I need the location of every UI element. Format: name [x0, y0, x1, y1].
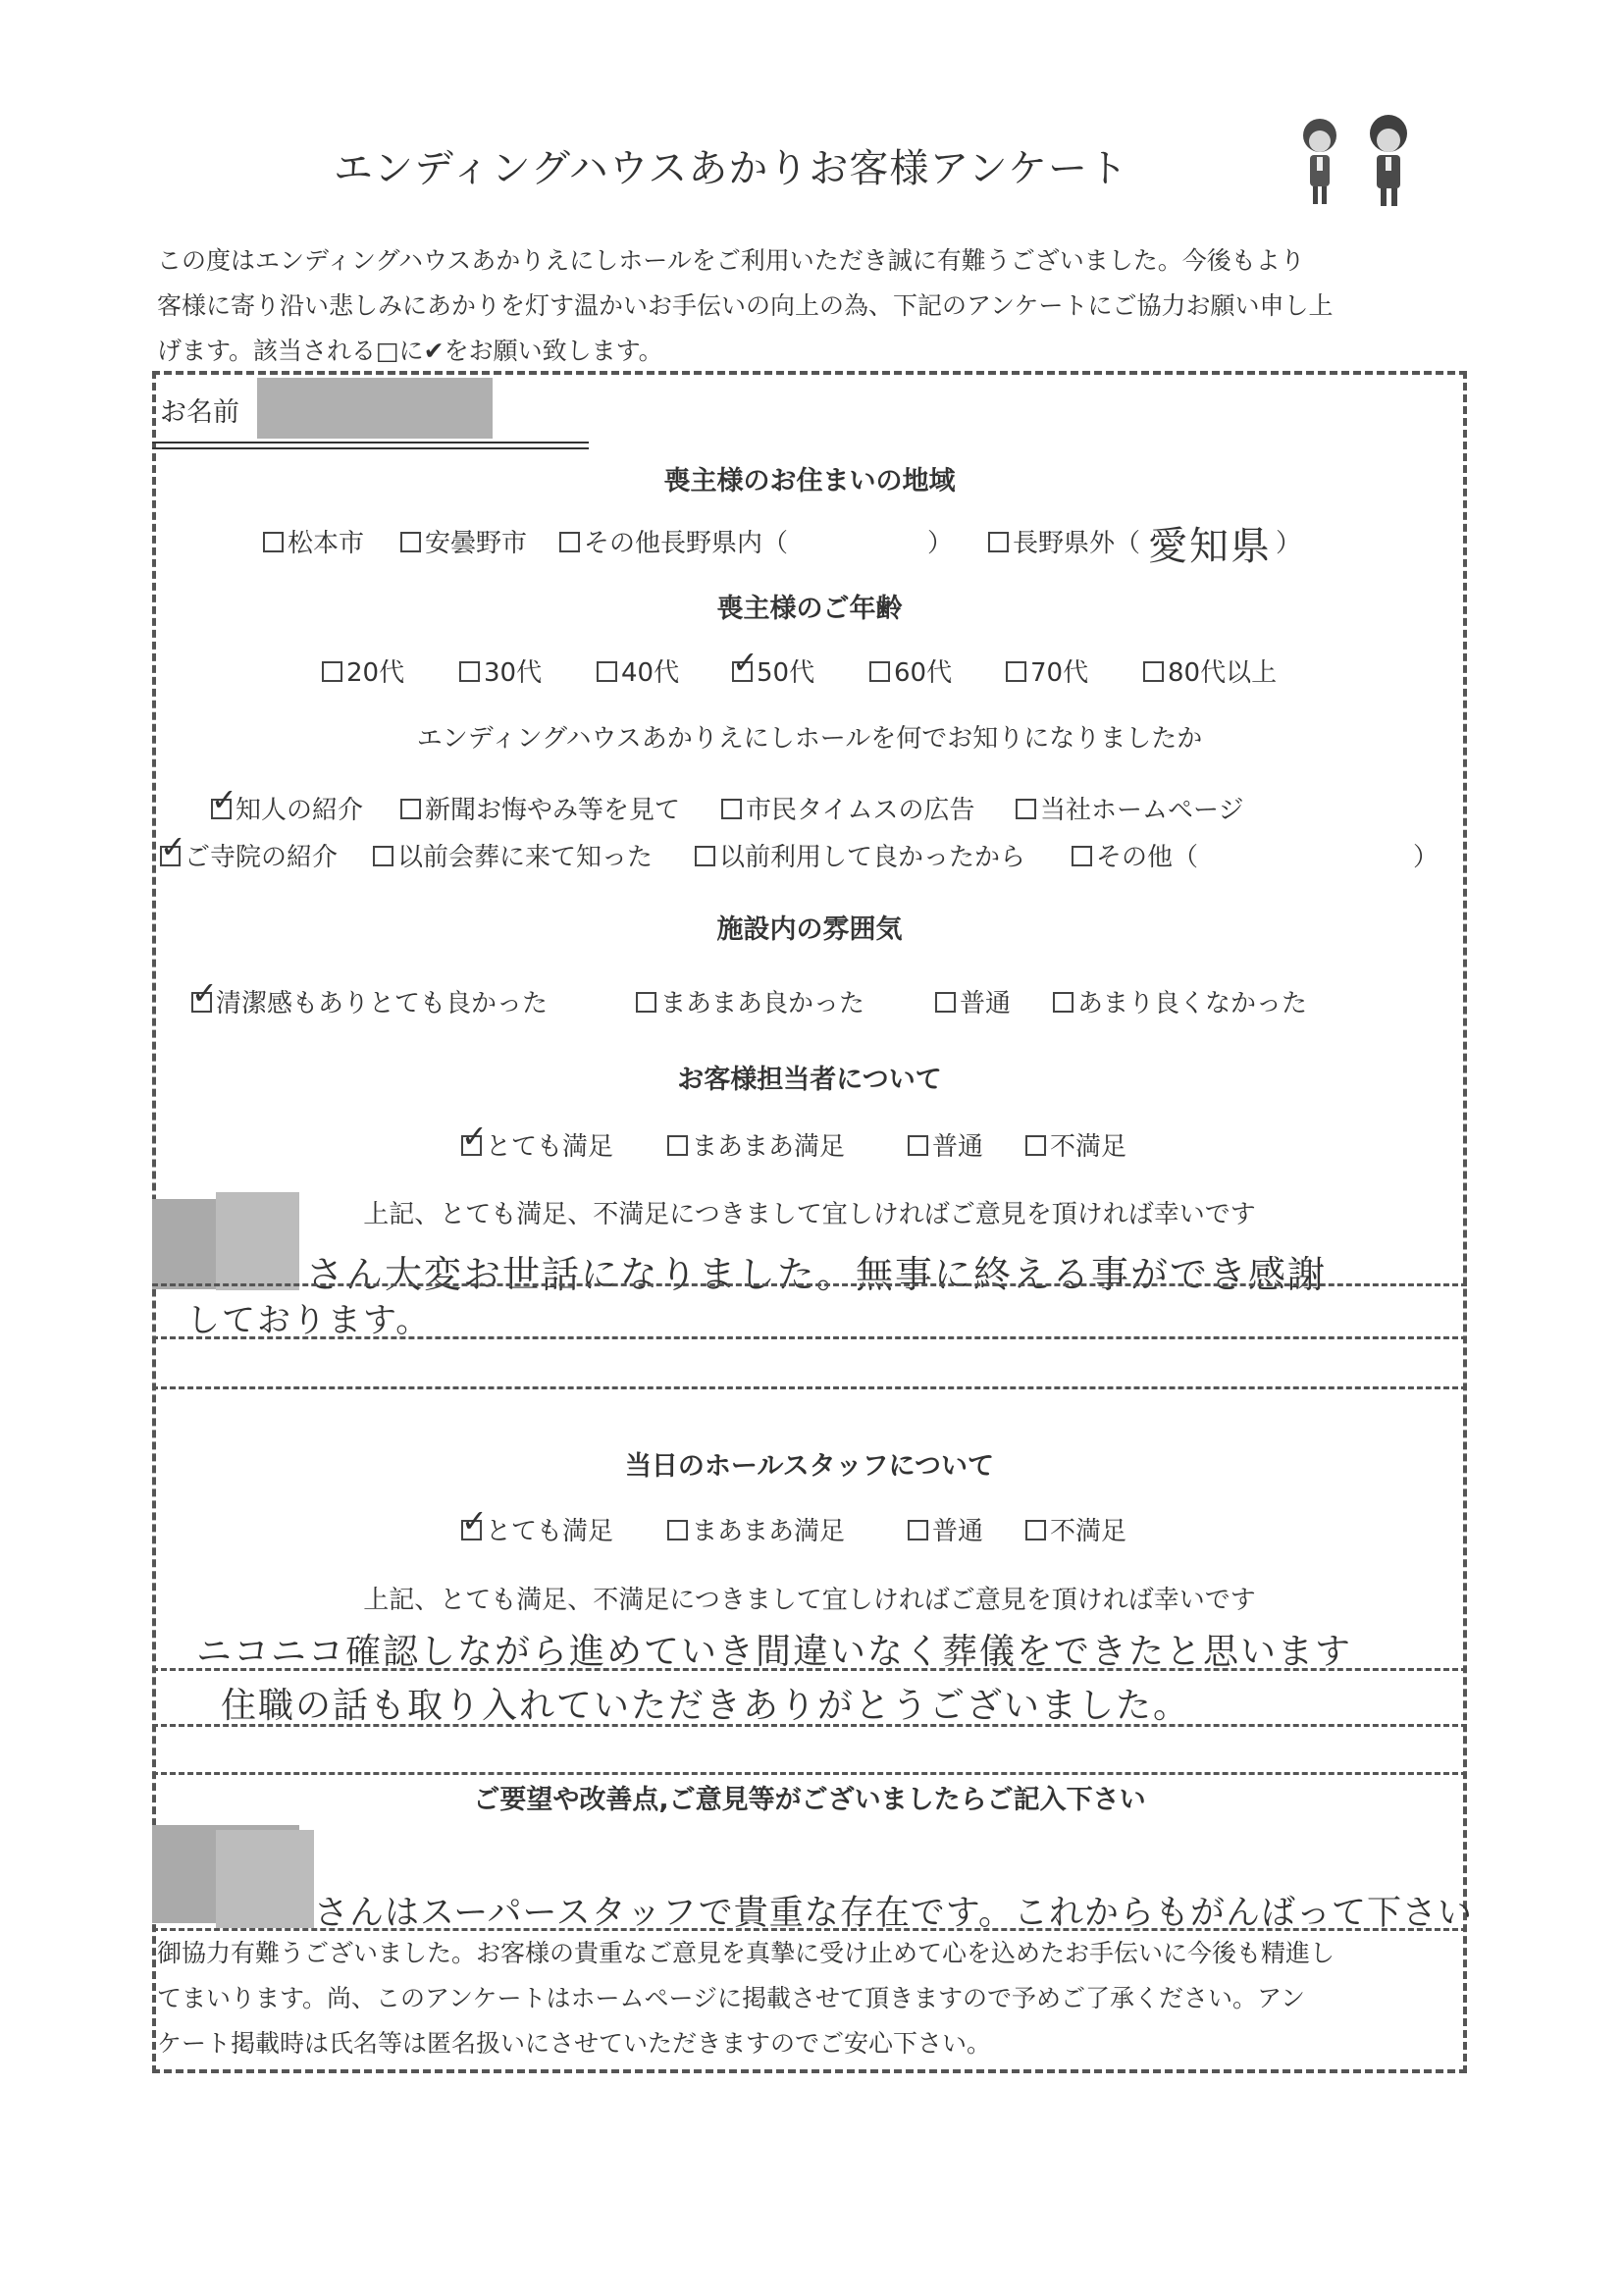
age-checkbox[interactable] [597, 661, 617, 682]
staff-option: まあまあ満足 [692, 1132, 846, 1162]
name-underline [152, 442, 589, 444]
age-checkbox[interactable] [459, 661, 480, 682]
atmosphere-option: まあまあ良かった [660, 989, 865, 1018]
atmosphere-option: あまり良くなかった [1077, 989, 1308, 1018]
source-checkbox[interactable] [695, 846, 715, 866]
age-option: 50代 [757, 658, 815, 688]
hall-options [0, 1511, 1623, 1550]
name-underline [152, 447, 589, 449]
answer-line [152, 1772, 1467, 1775]
atmosphere-checkbox[interactable] [191, 992, 212, 1013]
region-checkbox[interactable] [400, 532, 421, 552]
hall-answer-line: 住職の話も取り入れていただきありがとうございました。 [221, 1686, 1191, 1726]
age-option: 20代 [346, 658, 405, 688]
region-checkbox[interactable] [988, 532, 1009, 552]
source-question: エンディングハウスあかりえにしホールを何でお知りになりましたか [416, 724, 1203, 754]
answer-line [152, 1668, 1467, 1671]
requests-redaction [216, 1830, 314, 1928]
source-checkbox[interactable] [160, 846, 181, 866]
hall-answer-line: ニコニコ確認しながら進めていき間違いなく葬儀をできたと思います [196, 1632, 1353, 1672]
age-checkbox[interactable] [1006, 661, 1026, 682]
closing-line: ケート掲載時は氏名等は匿名扱いにさせていただきますのでご安心下さい。 [157, 2029, 992, 2058]
age-options [0, 652, 1623, 692]
answer-line [152, 1283, 1467, 1286]
answer-line [152, 1724, 1467, 1727]
source-checkbox[interactable] [1016, 799, 1036, 819]
region-handwritten: 愛知県 [1148, 524, 1272, 569]
intro-text [157, 238, 1462, 374]
staff-answer-line: しております。 [186, 1301, 432, 1340]
page-title: エンディングハウスあかりお客様アンケート [334, 146, 1128, 191]
age-option: 30代 [484, 658, 543, 688]
source-option: 新聞お悔やみ等を見て [425, 796, 681, 825]
atmosphere-option: 普通 [960, 989, 1012, 1018]
source-checkbox[interactable] [721, 799, 742, 819]
region-checkbox[interactable] [559, 532, 580, 552]
source-option: 当社ホームページ [1040, 796, 1244, 825]
hall-checkbox[interactable] [1025, 1520, 1046, 1540]
atmosphere-checkbox[interactable] [935, 992, 956, 1013]
hall-heading: 当日のホールスタッフについて [624, 1451, 995, 1482]
source-checkbox[interactable] [400, 799, 421, 819]
atmosphere-option: 清潔感もありとても良かった [216, 989, 549, 1018]
hall-prompt: 上記、とても満足、不満足につきまして宜しければご意見を頂ければ幸いです [363, 1586, 1256, 1615]
source-options-row1 [0, 790, 1623, 829]
region-option: その他長野県内（ [584, 529, 789, 558]
age-option: 70代 [1030, 658, 1089, 688]
region-checkbox[interactable] [263, 532, 284, 552]
staff-redaction [216, 1192, 299, 1290]
staff-answer-line: さん大変お世話になりました。無事に終える事ができ感謝 [306, 1253, 1328, 1296]
staff-checkbox[interactable] [908, 1135, 928, 1156]
atmosphere-checkbox[interactable] [1053, 992, 1073, 1013]
staff-illustration-icon [1285, 108, 1433, 211]
hall-option: 不満足 [1050, 1517, 1127, 1546]
source-checkbox[interactable] [373, 846, 393, 866]
staff-option: 不満足 [1050, 1132, 1127, 1162]
region-option: 安曇野市 [425, 529, 528, 558]
name-redaction [257, 378, 493, 439]
hall-checkbox[interactable] [461, 1520, 482, 1540]
region-option: ） [1276, 529, 1302, 558]
source-option: 市民タイムスの広告 [746, 796, 975, 825]
atmosphere-checkbox[interactable] [636, 992, 656, 1013]
age-option: 80代以上 [1168, 658, 1278, 688]
hall-option: まあまあ満足 [692, 1517, 846, 1546]
age-option: 60代 [894, 658, 953, 688]
region-option: 松本市 [288, 529, 365, 558]
age-checkbox[interactable] [869, 661, 890, 682]
region-option: ） [927, 529, 954, 558]
staff-checkbox[interactable] [461, 1135, 482, 1156]
intro-line: 客様に寄り沿い悲しみにあかりを灯す温かいお手伝いの向上の為、下記のアンケートにご協力お願い申し上 [157, 291, 1334, 320]
source-option: ご寺院の紹介 [184, 843, 339, 872]
requests-heading: ご要望や改善点,ご意見等がございましたらご記入下さい [473, 1785, 1146, 1815]
region-option: 長野県外（ [1013, 529, 1141, 558]
name-label: お名前 [160, 397, 239, 428]
requests-answer-line: さんはスーパースタッフで貴重な存在です。これからもがんばって下さい [314, 1894, 1474, 1933]
intro-line: この度はエンディングハウスあかりえにしホールをご利用いただき誠に有難うございました。今後もより [157, 246, 1305, 275]
source-option: 以前利用して良かったから [719, 843, 1026, 872]
source-option: ） [1413, 843, 1440, 872]
intro-line: げます。該当される□に✔をお願い致します。 [157, 337, 663, 365]
staff-checkbox[interactable] [1025, 1135, 1046, 1156]
answer-line [152, 1336, 1467, 1339]
staff-heading: お客様担当者について [677, 1065, 942, 1095]
staff-prompt: 上記、とても満足、不満足につきまして宜しければご意見を頂ければ幸いです [363, 1200, 1256, 1229]
age-checkbox[interactable] [1143, 661, 1164, 682]
region-heading: 喪主様のお住まいの地域 [663, 466, 956, 496]
hall-checkbox[interactable] [908, 1520, 928, 1540]
closing-text [157, 1931, 1462, 2066]
source-option: 知人の紹介 [236, 796, 364, 825]
hall-option: とても満足 [486, 1517, 614, 1546]
staff-option: とても満足 [486, 1132, 614, 1162]
age-heading: 喪主様のご年齢 [716, 594, 903, 624]
source-options-row2 [0, 837, 1623, 876]
hall-option: 普通 [932, 1517, 984, 1546]
source-checkbox[interactable] [1072, 846, 1092, 866]
source-option: その他（ [1096, 843, 1199, 872]
source-checkbox[interactable] [211, 799, 232, 819]
age-option: 40代 [621, 658, 680, 688]
closing-line: 御協力有難うございました。お客様の貴重なご意見を真摯に受け止めて心を込めたお手伝いに今後も精進し [157, 1939, 1335, 1967]
age-checkbox[interactable] [322, 661, 342, 682]
closing-line: てまいります。尚、このアンケートはホームページに掲載させて頂きますので予めご了承ください。アン [157, 1984, 1306, 2012]
staff-option: 普通 [932, 1132, 984, 1162]
hall-checkbox[interactable] [667, 1520, 688, 1540]
age-checkbox[interactable] [732, 661, 753, 682]
atmosphere-heading: 施設内の雰囲気 [716, 914, 903, 945]
region-options [0, 523, 1623, 569]
staff-options [0, 1126, 1623, 1166]
source-option: 以前会葬に来て知った [397, 843, 654, 872]
answer-line [152, 1386, 1467, 1389]
atmosphere-options [0, 983, 1623, 1022]
staff-checkbox[interactable] [667, 1135, 688, 1156]
